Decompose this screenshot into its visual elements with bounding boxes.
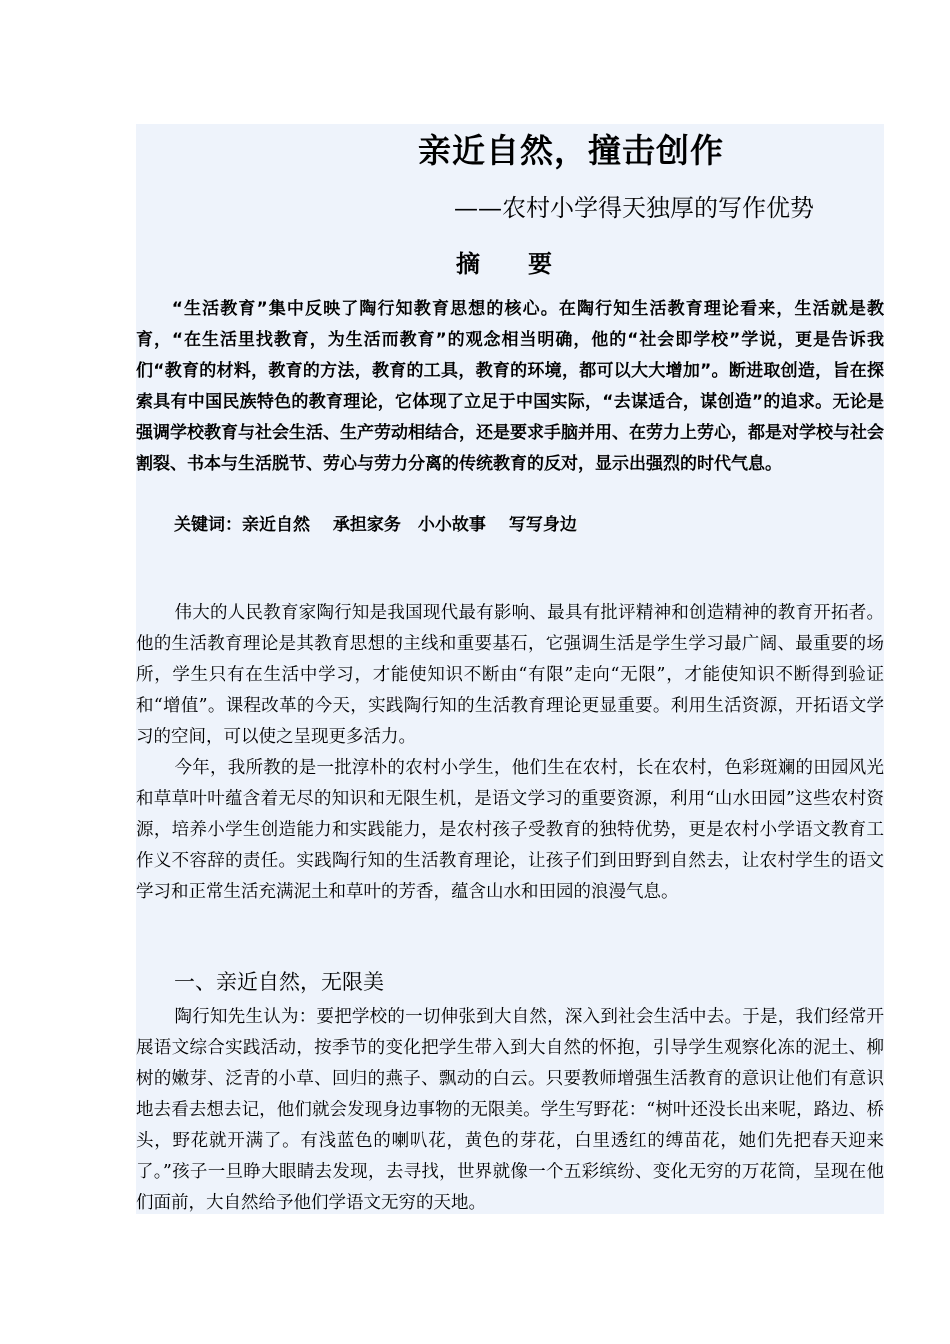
abstract-heading: 摘 要	[456, 250, 564, 278]
document-subtitle: ——农村小学得天独厚的写作优势	[454, 194, 814, 222]
body-paragraph-1: 伟大的人民教育家陶行知是我国现代最有影响、最具有批评精神和创造精神的教育开拓者。他的生活教育理论是其教育思想的主线和重要基石，它强调生活是学生学习最广阔、最重要的场所，学生只有在生活中学习，才能使知识不断由“有限”走向“无限”，才能使知识不断得到验证和“增值”。课程改革的今天，实践陶行知的生活教育理论更显重要。利用生活资源，开拓语文学习的空间，可以使之呈现更多活力。	[136, 603, 884, 747]
document-content	[136, 124, 884, 1214]
abstract-paragraph: “生活教育”集中反映了陶行知教育思想的核心。在陶行知生活教育理论看来，生活就是教育，“在生活里找教育，为生活而教育”的观念相当明确，他的“社会即学校”学说，更是告诉我们“教育的材料，教育的方法，教育的工具，教育的环境，都可以大大增加”。断进取创造，旨在探索具有中国民族特色的教育理论，它体现了立足于中国实际，“去谋适合，谋创造”的追求。无论是强调学校教育与社会生活、生产劳动相结合，还是要求手脑并用、在劳力上劳心，都是对学校与社会割裂、书本与生活脱节、劳心与劳力分离的传统教育的反对，显示出强烈的时代气息。	[136, 299, 885, 474]
body-paragraph-3: 陶行知先生认为：要把学校的一切伸张到大自然，深入到社会生活中去。于是，我们经常开展语文综合实践活动，按季节的变化把学生带入到大自然的怀抱，引导学生观察化冻的泥土、柳树的嫩芽、泛青的小草、回归的燕子、飘动的白云。只要教师增强生活教育的意识让他们有意识地去看去想去记，他们就会发现身边事物的无限美。学生写野花：“树叶还没长出来呢，路边、桥头，野花就开满了。有浅蓝色的喇叭花，黄色的芽花，白里透红的缚苗花，她们先把春天迎来了。”孩子一旦睁大眼睛去发现，去寻找，世界就像一个五彩缤纷、变化无穷的万花筒，呈现在他们面前，大自然给予他们学语文无穷的天地。	[136, 1007, 884, 1213]
document-title: 亲近自然，撞击创作	[418, 131, 724, 170]
section-heading-1: 一、亲近自然，无限美	[174, 970, 384, 994]
keywords-line: 关键词：亲近自然 承担家务 小小故事 写写身边	[174, 515, 577, 535]
body-paragraph-2: 今年，我所教的是一批淳朴的农村小学生，他们生在农村，长在农村，色彩斑斓的田园风光和草草叶叶蕴含着无尽的知识和无限生机，是语文学习的重要资源，利用“山水田园”这些农村资源，培养小学生创造能力和实践能力，是农村孩子受教育的独特优势，更是农村小学语文教育工作义不容辞的责任。实践陶行知的生活教育理论，让孩子们到田野到自然去，让农村学生的语文学习和正常生活充满泥土和草叶的芳香，蕴含山水和田园的浪漫气息。	[136, 758, 884, 902]
